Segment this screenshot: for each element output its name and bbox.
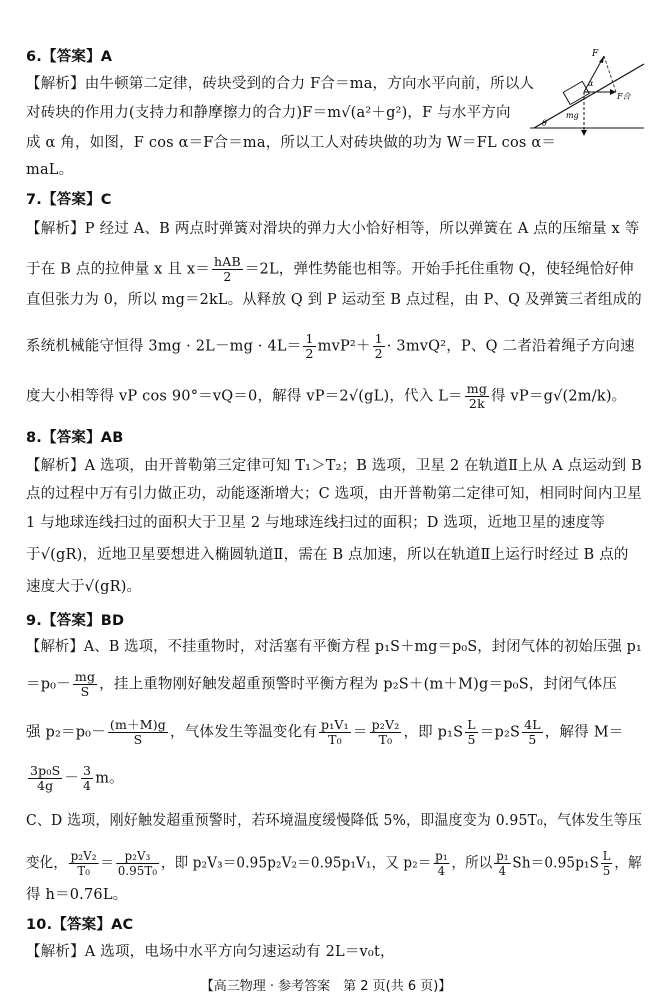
gravity-label: mg: [566, 111, 579, 120]
q9-explanation-line-4: [26, 764, 124, 793]
q8-explanation-line-2: 点的过程中万有引力做正功，动能逐渐增大；C 选项，由开普勒第二定律可知，相同时间内卫星: [26, 486, 642, 502]
q7-explanation-line-2: [26, 255, 634, 284]
text-segment: Sh＝0.95p₁S: [512, 855, 600, 872]
q6-explanation-line-3: 成 α 角，如图，F cos α＝F合＝ma，所以工人对砖块做的功为 W＝FL cos α＝: [26, 135, 557, 151]
q6-explanation-line-1: 【解析】由牛顿第二定律，砖块受到的合力 F合＝ma，方向水平向前，所以人: [26, 76, 535, 92]
numerator: mg: [466, 381, 488, 396]
q6-explanation-line-4: maL。: [26, 162, 74, 178]
text-segment: ＝: [352, 724, 368, 741]
numerator: p₁: [496, 848, 509, 863]
text-segment: 于在 B 点的拉伸量 x 且 x＝: [26, 261, 210, 278]
numerator: 1: [374, 331, 383, 346]
numerator: p₂V₃: [116, 849, 159, 864]
fraction: [303, 332, 315, 361]
numerator: L: [602, 848, 611, 863]
fraction: [433, 849, 449, 878]
q6-explanation-line-2: 对砖块的作用力(支持力和静摩擦力的合力)F＝m√(a²＋g²)，F 与水平方向: [26, 105, 511, 121]
text-segment: ，解: [614, 855, 642, 872]
numerator: 3: [83, 763, 92, 778]
q8-explanation-line-4: 于√(gR)，近地卫星要想进入椭圆轨道Ⅱ，需在 B 点加速，所以在轨道Ⅱ上运行时经过 B 点的: [26, 547, 629, 563]
text-segment: 变化，: [26, 855, 68, 872]
fraction: [522, 718, 543, 747]
text-segment: ，所以: [451, 855, 493, 872]
denominator: 4: [437, 863, 446, 878]
numerator: p₁V₁: [321, 717, 349, 732]
angle-alpha-label: α: [588, 79, 594, 88]
q9-explanation-line-3: [26, 718, 623, 747]
denominator: 5: [528, 732, 537, 747]
denominator: 4: [498, 863, 507, 878]
numerator: L: [467, 717, 476, 732]
denominator: 2: [305, 346, 314, 361]
fraction: [212, 255, 243, 284]
text-segment: ＝p₂S: [479, 724, 521, 741]
numerator: p₂V₂: [70, 848, 97, 863]
fraction: [601, 849, 613, 878]
text-segment: mvP²＋: [317, 338, 371, 355]
q8-explanation-line-5: 速度大于√(gR)。: [26, 579, 142, 595]
q9-explanation-line-5: C、D 选项，刚好触发超重预警时，若环境温度缓慢降低 5%，即温度变为 0.95T₀，气体发生等压: [26, 813, 643, 829]
denominator: S: [80, 684, 90, 699]
text-segment: ，即 p₂V₃＝0.95p₂V₂＝0.95p₁V₁，又 p₂＝: [160, 855, 432, 872]
text-segment: ，即 p₁S: [403, 724, 464, 741]
denominator: 2: [223, 269, 232, 284]
denominator: 4g: [36, 778, 54, 793]
incline-force-diagram: [528, 42, 646, 142]
numerator: p₂V₂: [371, 717, 400, 732]
text-segment: ，解得 M＝: [544, 724, 624, 741]
text-segment: ＝: [100, 855, 115, 872]
page-footer: 【高三物理 · 参考答案 第 2 页(共 6 页)】: [200, 979, 452, 994]
denominator: T₀: [328, 732, 342, 747]
fraction: [116, 849, 159, 878]
denominator: 2k: [468, 396, 485, 411]
fraction: [73, 670, 97, 699]
fraction: [465, 382, 489, 411]
text-segment: 系统机械能守恒得 3mg · 2L－mg · 4L＝: [26, 338, 302, 355]
fraction: [28, 764, 62, 793]
text-segment: ，气体发生等温变化有: [170, 724, 318, 741]
q9-explanation-line-2: [26, 670, 617, 699]
q8-answer-heading: 8.【答案】AB: [26, 430, 124, 446]
text-segment: ＝p₀－: [26, 676, 71, 693]
fraction: [370, 718, 402, 747]
q7-explanation-line-1: 【解析】P 经过 A、B 两点时弹簧对滑块的弹力大小恰好相等，所以弹簧在 A 点的压缩量 x 等: [26, 221, 640, 237]
fraction: [373, 332, 385, 361]
q10-answer-heading: 10.【答案】AC: [26, 917, 134, 933]
q7-explanation-line-5: [26, 382, 626, 411]
q9-explanation-line-7: 得 h＝0.76L。: [26, 887, 128, 903]
q7-explanation-line-4: [26, 332, 635, 361]
net-force-label: F合: [617, 92, 631, 101]
denominator: T₀: [378, 732, 393, 747]
fraction: [81, 764, 93, 793]
denominator: 4: [83, 778, 92, 793]
fraction: [69, 849, 99, 878]
q10-explanation-line-1: 【解析】A 选项，电场中水平方向匀速运动有 2L＝v₀t，: [26, 944, 395, 960]
fraction: [108, 718, 168, 747]
force-f-label: F: [592, 49, 599, 59]
numerator: mg: [74, 669, 96, 684]
denominator: S: [133, 732, 143, 747]
text-segment: m。: [95, 770, 124, 787]
text-segment: ，挂上重物刚好触发超重预警时平衡方程为 p₂S＋(m＋M)g＝p₀S，封闭气体压: [99, 676, 618, 693]
text-segment: · 3mvQ²，P、Q 二者沿着绳子方向速: [386, 338, 635, 355]
text-segment: 得 vP＝g√(2m/k)。: [491, 388, 627, 405]
q7-explanation-line-3: 直但张力为 0，所以 mg＝2kL。从释放 Q 到 P 运动至 B 点过程，由 P、Q 及弹簧三者组成的: [26, 292, 642, 308]
denominator: T₀: [77, 863, 91, 878]
text-segment: ＝2L，弹性势能也相等。开始手托住重物 Q，使轻绳恰好伸: [244, 261, 634, 278]
numerator: (m＋M)g: [109, 717, 167, 732]
q9-explanation-line-6: [26, 849, 642, 878]
numerator: p₁: [435, 848, 448, 863]
q9-answer-heading: 9.【答案】BD: [26, 613, 125, 629]
denominator: 0.95T₀: [117, 863, 158, 878]
numerator: 3p₀S: [30, 763, 61, 778]
text-segment: 度大小相等得 vP cos 90°＝vQ＝0，解得 vP＝2√(gL)，代入 L＝: [26, 388, 463, 405]
fraction: [465, 718, 478, 747]
numerator: 1: [305, 331, 314, 346]
text-segment: 强 p₂＝p₀－: [26, 724, 106, 741]
q8-explanation-line-3: 1 与地球连线扫过的面积大于卫星 2 与地球连线扫过的面积；D 选项，近地卫星的速度等: [26, 515, 606, 531]
q6-answer-heading: 6.【答案】A: [26, 49, 113, 65]
angle-theta-label: θ: [542, 119, 547, 128]
fraction: [494, 849, 510, 878]
q7-answer-heading: 7.【答案】C: [26, 192, 112, 208]
denominator: 5: [602, 863, 611, 878]
numerator: 4L: [524, 717, 541, 732]
q9-explanation-line-1: 【解析】A、B 选项，不挂重物时，对活塞有平衡方程 p₁S＋mg＝p₀S，封闭气体的初始压强 p₁: [26, 639, 642, 655]
fraction: [319, 718, 351, 747]
denominator: 2: [374, 346, 383, 361]
text-segment: －: [64, 770, 80, 787]
numerator: hAB: [213, 254, 241, 269]
q8-explanation-line-1: 【解析】A 选项，由开普勒第三定律可知 T₁＞T₂；B 选项，卫星 2 在轨道Ⅱ上从 A 点运动到 B: [26, 458, 642, 474]
denominator: 5: [467, 732, 476, 747]
